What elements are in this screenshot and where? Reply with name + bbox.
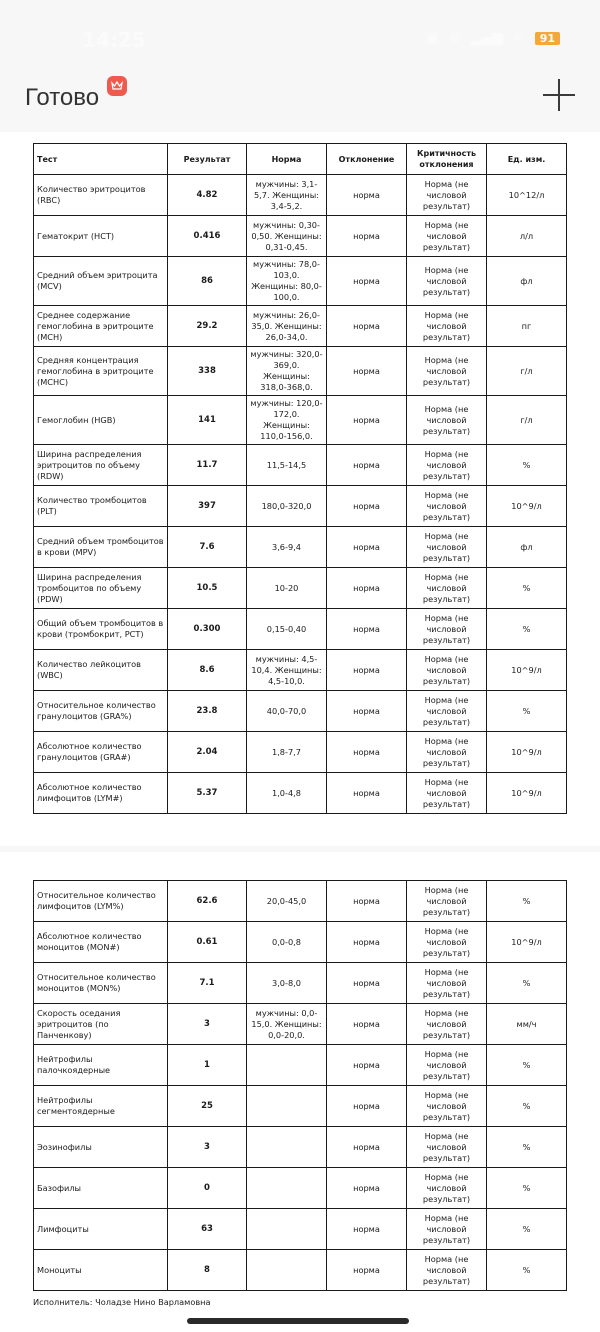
cell-norm: 20,0-45,0 [247,881,327,922]
cell-deviation: норма [327,445,407,486]
cell-unit: мм/ч [487,1004,567,1045]
table-row [34,609,567,650]
cell-unit: пг [487,306,567,347]
cell-unit: % [487,1250,567,1291]
cell-unit: % [487,568,567,609]
cell-deviation: норма [327,1127,407,1168]
table-row [34,216,567,257]
cell-test-name: Абсолютное количество моноцитов (MON#) [34,922,168,963]
table-row [34,347,567,396]
cell-criticality: Норма (не числовой результат) [407,1004,487,1045]
status-bar [0,0,600,70]
cell-deviation: норма [327,1086,407,1127]
cell-result: 62.6 [168,881,247,922]
cell-deviation: норма [327,773,407,814]
nfc-icon: ▣ [425,30,439,46]
performer-signature: Исполнитель: Чоладзе Нино Варламовна [33,1297,211,1307]
cell-result: 0.61 [168,922,247,963]
cell-test-name: Абсолютное количество гранулоцитов (GRA#) [34,732,168,773]
cell-result: 0 [168,1168,247,1209]
done-button[interactable]: Готово [25,84,100,111]
cell-deviation: норма [327,396,407,445]
cell-norm: мужчины: 4,5-10,4. Женщины: 4,5-10,0. [247,650,327,691]
results-table-body [34,881,567,1291]
cell-norm [247,1168,327,1209]
cell-result: 23.8 [168,691,247,732]
cell-unit: 10^9/л [487,650,567,691]
cell-deviation: норма [327,691,407,732]
cell-result: 7.1 [168,963,247,1004]
cell-unit: 10^9/л [487,486,567,527]
cell-norm: мужчины: 320,0-369,0. Женщины: 318,0-368,0. [247,347,327,396]
cell-criticality: Норма (не числовой результат) [407,1086,487,1127]
cell-test-name: Гематокрит (HCT) [34,216,168,257]
cell-test-name: Общий объем тромбоцитов в крови (тромбокрит, PCT) [34,609,168,650]
cell-result: 7.6 [168,527,247,568]
cell-test-name: Ширина распределения тромбоцитов по объему (PDW) [34,568,168,609]
battery-icon: 91 [535,32,560,45]
cell-norm [247,1045,327,1086]
cell-norm: мужчины: 3,1-5,7. Женщины: 3,4-5,2. [247,175,327,216]
cell-deviation: норма [327,881,407,922]
cell-criticality: Норма (не числовой результат) [407,773,487,814]
cell-result: 2.04 [168,732,247,773]
cell-deviation: норма [327,732,407,773]
table-row [34,1127,567,1168]
cell-test-name: Лимфоциты [34,1209,168,1250]
cell-unit: фл [487,527,567,568]
cell-unit: г/л [487,396,567,445]
column-header-norm: Норма [247,144,327,175]
cell-deviation: норма [327,609,407,650]
cell-deviation: норма [327,922,407,963]
cell-criticality: Норма (не числовой результат) [407,216,487,257]
cell-norm: мужчины: 26,0-35,0. Женщины: 26,0-34,0. [247,306,327,347]
table-row [34,881,567,922]
cell-criticality: Норма (не числовой результат) [407,347,487,396]
table-row [34,445,567,486]
cell-result: 25 [168,1086,247,1127]
cell-deviation: норма [327,1045,407,1086]
table-row [34,527,567,568]
cell-test-name: Абсолютное количество лимфоцитов (LYM#) [34,773,168,814]
signal-icon: ▂▄▆ [470,30,503,46]
cell-norm [247,1209,327,1250]
table-row [34,1250,567,1291]
table-row [34,650,567,691]
app-header [0,70,600,130]
cell-criticality: Норма (не числовой результат) [407,1127,487,1168]
table-row [34,1168,567,1209]
cell-unit: г/л [487,347,567,396]
cell-test-name: Средний объем тромбоцитов в крови (MPV) [34,527,168,568]
cell-result: 8 [168,1250,247,1291]
add-button[interactable] [542,78,576,112]
cell-criticality: Норма (не числовой результат) [407,609,487,650]
cell-deviation: норма [327,175,407,216]
cell-result: 397 [168,486,247,527]
document-page-1 [0,132,600,846]
cell-result: 29.2 [168,306,247,347]
table-row [34,568,567,609]
cell-norm: 10-20 [247,568,327,609]
cell-result: 0.300 [168,609,247,650]
cell-result: 11.7 [168,445,247,486]
mute-icon: ⊘ [448,30,461,46]
cell-norm [247,1250,327,1291]
table-row [34,732,567,773]
cell-criticality: Норма (не числовой результат) [407,486,487,527]
cell-unit: % [487,1086,567,1127]
cell-unit: л/л [487,216,567,257]
cell-norm: 1,0-4,8 [247,773,327,814]
cell-norm: 0,15-0,40 [247,609,327,650]
cell-norm [247,1086,327,1127]
cell-criticality: Норма (не числовой результат) [407,175,487,216]
cell-test-name: Нейтрофилы палочкоядерные [34,1045,168,1086]
cell-result: 1 [168,1045,247,1086]
cell-result: 0.416 [168,216,247,257]
cell-test-name: Относительное количество лимфоцитов (LYM%) [34,881,168,922]
cell-deviation: норма [327,1209,407,1250]
results-table-body [34,175,567,814]
table-row [34,306,567,347]
cell-norm: мужчины: 78,0-103,0. Женщины: 80,0-100,0. [247,257,327,306]
cell-criticality: Норма (не числовой результат) [407,1168,487,1209]
cell-result: 86 [168,257,247,306]
cell-criticality: Норма (не числовой результат) [407,1209,487,1250]
cell-test-name: Скорость оседания эритроцитов (по Панченкову) [34,1004,168,1045]
cell-deviation: норма [327,347,407,396]
cell-criticality: Норма (не числовой результат) [407,396,487,445]
cell-test-name: Количество лейкоцитов (WBC) [34,650,168,691]
cell-criticality: Норма (не числовой результат) [407,963,487,1004]
cell-test-name: Количество тромбоцитов (PLT) [34,486,168,527]
cell-test-name: Ширина распределения эритроцитов по объему (RDW) [34,445,168,486]
cell-deviation: норма [327,1250,407,1291]
cell-test-name: Относительное количество гранулоцитов (GRA%) [34,691,168,732]
results-table [33,143,567,814]
cell-norm: 0,0-0,8 [247,922,327,963]
cell-norm: мужчины: 0,30-0,50. Женщины: 0,31-0,45. [247,216,327,257]
column-header-test: Тест [34,144,168,175]
cell-criticality: Норма (не числовой результат) [407,732,487,773]
cell-unit: 10^12/л [487,175,567,216]
cell-test-name: Нейтрофилы сегментоядерные [34,1086,168,1127]
cell-norm [247,1127,327,1168]
cell-deviation: норма [327,568,407,609]
table-row [34,486,567,527]
table-row [34,1004,567,1045]
table-row [34,1086,567,1127]
table-row [34,773,567,814]
cell-unit: фл [487,257,567,306]
table-row [34,396,567,445]
cell-test-name: Средняя концентрация гемоглобина в эритроците (MCHC) [34,347,168,396]
cell-test-name: Базофилы [34,1168,168,1209]
cell-test-name: Относительное количество моноцитов (MON%) [34,963,168,1004]
status-time: 14:25 [82,28,146,52]
cell-test-name: Гемоглобин (HGB) [34,396,168,445]
cell-norm: 3,6-9,4 [247,527,327,568]
cell-criticality: Норма (не числовой результат) [407,881,487,922]
cell-norm: 1,8-7,7 [247,732,327,773]
cell-deviation: норма [327,527,407,568]
cell-criticality: Норма (не числовой результат) [407,1045,487,1086]
cell-result: 4.82 [168,175,247,216]
column-header-deviation: Отклонение [327,144,407,175]
cell-norm: мужчины: 120,0-172,0. Женщины: 110,0-156,0. [247,396,327,445]
cell-criticality: Норма (не числовой результат) [407,1250,487,1291]
cell-criticality: Норма (не числовой результат) [407,445,487,486]
wifi-icon: ≋ [512,30,525,46]
cell-norm: 3,0-8,0 [247,963,327,1004]
table-header-row [34,144,567,175]
cell-unit: % [487,881,567,922]
crown-icon[interactable] [107,76,127,96]
cell-result: 5.37 [168,773,247,814]
cell-criticality: Норма (не числовой результат) [407,527,487,568]
cell-criticality: Норма (не числовой результат) [407,568,487,609]
cell-unit: 10^9/л [487,922,567,963]
crown-glyph-icon [111,81,123,91]
cell-result: 141 [168,396,247,445]
cell-unit: % [487,609,567,650]
cell-criticality: Норма (не числовой результат) [407,922,487,963]
cell-criticality: Норма (не числовой результат) [407,650,487,691]
cell-test-name: Количество эритроцитов (RBC) [34,175,168,216]
cell-deviation: норма [327,486,407,527]
cell-criticality: Норма (не числовой результат) [407,257,487,306]
cell-test-name: Средний объем эритроцита (MCV) [34,257,168,306]
cell-test-name: Среднее содержание гемоглобина в эритроците (MCH) [34,306,168,347]
cell-unit: % [487,445,567,486]
cell-deviation: норма [327,1168,407,1209]
cell-result: 3 [168,1127,247,1168]
table-row [34,175,567,216]
table-row [34,922,567,963]
cell-criticality: Норма (не числовой результат) [407,306,487,347]
cell-deviation: норма [327,216,407,257]
cell-deviation: норма [327,963,407,1004]
cell-norm: 40,0-70,0 [247,691,327,732]
cell-unit: % [487,1045,567,1086]
table-row [34,963,567,1004]
cell-criticality: Норма (не числовой результат) [407,691,487,732]
cell-deviation: норма [327,306,407,347]
cell-unit: % [487,963,567,1004]
column-header-unit: Ед. изм. [487,144,567,175]
cell-result: 338 [168,347,247,396]
cell-test-name: Эозинофилы [34,1127,168,1168]
column-header-result: Результат [168,144,247,175]
cell-unit: % [487,691,567,732]
cell-result: 8.6 [168,650,247,691]
table-row [34,1045,567,1086]
cell-result: 63 [168,1209,247,1250]
document-page-2 [0,852,600,1332]
cell-result: 3 [168,1004,247,1045]
cell-unit: % [487,1127,567,1168]
cell-deviation: норма [327,257,407,306]
cell-result: 10.5 [168,568,247,609]
cell-norm: 11,5-14,5 [247,445,327,486]
cell-deviation: норма [327,650,407,691]
status-icons [426,30,560,46]
table-row [34,257,567,306]
cell-unit: % [487,1209,567,1250]
column-header-criticality: Критичность отклонения [407,144,487,175]
cell-norm: 180,0-320,0 [247,486,327,527]
cell-unit: % [487,1168,567,1209]
table-row [34,1209,567,1250]
cell-deviation: норма [327,1004,407,1045]
cell-norm: мужчины: 0,0-15,0. Женщины: 0,0-20,0. [247,1004,327,1045]
cell-test-name: Моноциты [34,1250,168,1291]
home-indicator[interactable] [187,1318,409,1324]
table-row [34,691,567,732]
cell-unit: 10^9/л [487,732,567,773]
cell-unit: 10^9/л [487,773,567,814]
results-table-continued [33,880,567,1291]
